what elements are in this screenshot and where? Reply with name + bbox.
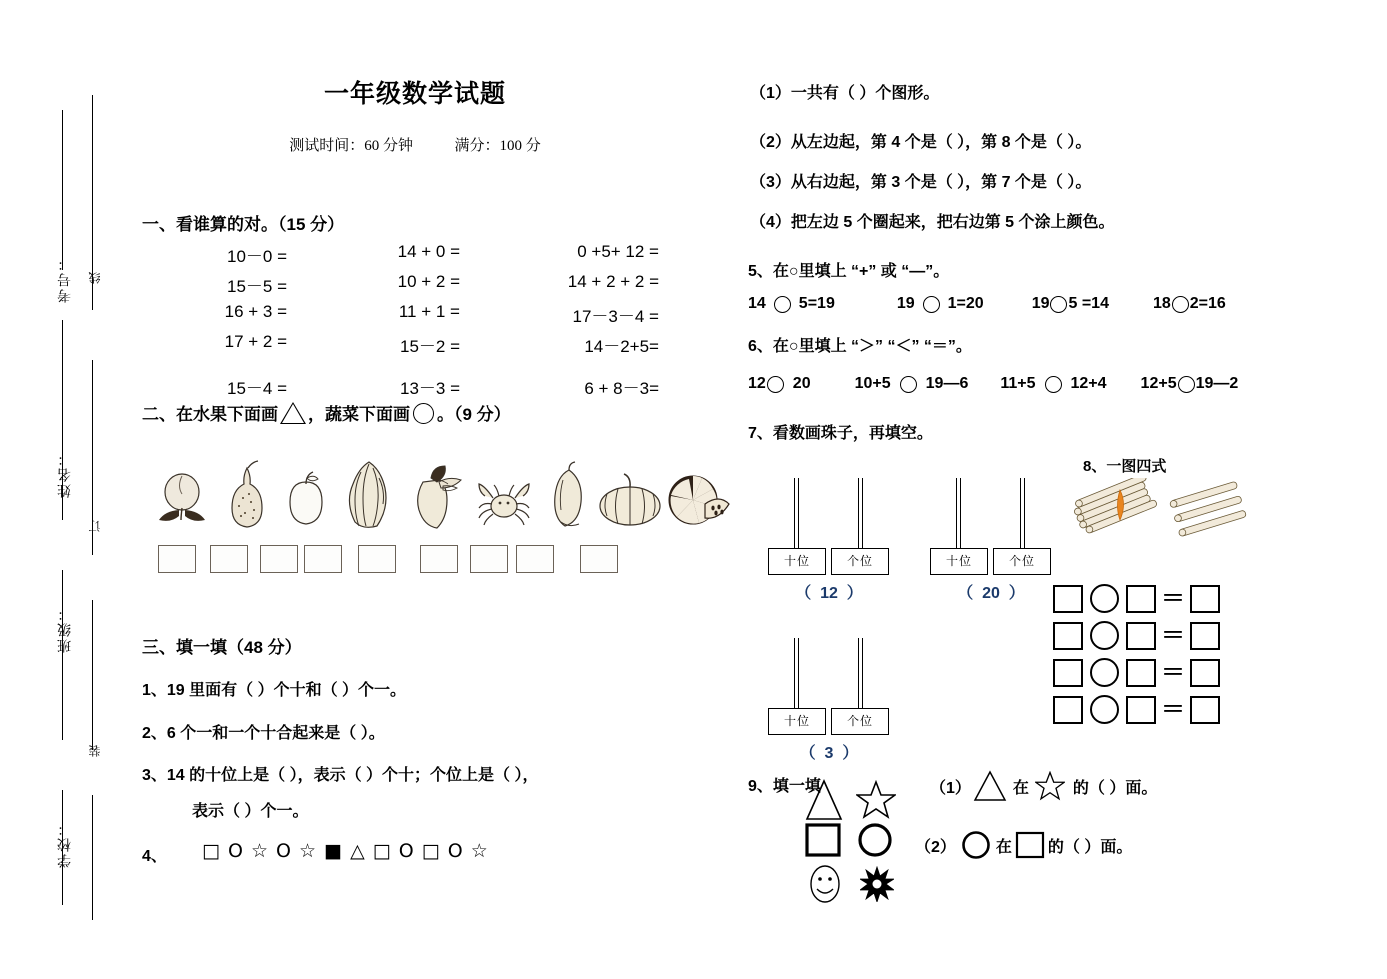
answer-box[interactable] bbox=[516, 545, 554, 573]
result-box[interactable] bbox=[1190, 585, 1220, 613]
triangle-icon bbox=[280, 402, 306, 424]
question-9-shape-grid bbox=[798, 778, 928, 903]
field-class: 班级： bbox=[56, 605, 72, 653]
arith-row bbox=[150, 302, 670, 332]
bok-choy-icon bbox=[339, 458, 395, 530]
question-6-heading: 6、在○里填上 “＞” “＜” “＝”。 bbox=[748, 338, 972, 355]
arith-cell: 14－2+5= bbox=[584, 337, 659, 356]
pumpkin-icon bbox=[597, 472, 663, 528]
question-5-heading: 5、在○里填上 “+” 或 “—”。 bbox=[748, 263, 950, 280]
sub-2-mid: 在 bbox=[995, 838, 1012, 856]
abacus-base-ones: 个位 bbox=[993, 548, 1051, 575]
arith-cell: 17－3－4 = bbox=[572, 307, 659, 326]
operator-circle[interactable] bbox=[1090, 621, 1119, 650]
margin-rule-inner-3 bbox=[92, 600, 93, 750]
eq-right: 5 =14 bbox=[1068, 295, 1109, 312]
equals-sign: ＝ bbox=[1161, 658, 1185, 686]
abacus-answer: （ 20 ） bbox=[957, 585, 1025, 602]
abacus-base-tens: 十位 bbox=[930, 548, 988, 575]
arith-cell: 6 + 8－3= bbox=[584, 379, 659, 398]
answer-box[interactable] bbox=[420, 545, 458, 573]
abacus-base-ones: 个位 bbox=[831, 548, 889, 575]
binding-margin bbox=[0, 0, 120, 979]
eq-right: 19—2 bbox=[1195, 375, 1239, 392]
right-column bbox=[740, 0, 1387, 979]
arith-cell: 10－0 = bbox=[226, 247, 287, 266]
field-school: 学校： bbox=[56, 820, 72, 868]
sunburst-icon bbox=[860, 866, 894, 902]
arith-cell: 14 + 0 = bbox=[397, 242, 460, 261]
sub-1-prefix: （1） bbox=[930, 779, 971, 797]
abacus-rod-tens bbox=[794, 478, 799, 550]
question-9-sub-2 bbox=[915, 830, 1132, 860]
eq-right: 19—6 bbox=[925, 375, 969, 392]
question-1: 1、19 里面有（ ）个十和（ ）个一。 bbox=[142, 682, 407, 699]
square-icon bbox=[1014, 830, 1046, 860]
eq-left: 19 bbox=[1031, 295, 1050, 312]
equation-row[interactable] bbox=[1053, 580, 1220, 617]
arith-cell: 15－4 = bbox=[226, 379, 287, 398]
operand-box[interactable] bbox=[1126, 696, 1156, 724]
abacus-3[interactable] bbox=[768, 638, 890, 762]
triangle-icon bbox=[973, 770, 1007, 802]
arith-cell: 15－5 = bbox=[226, 277, 287, 296]
abacus-1[interactable] bbox=[768, 478, 890, 602]
abacus-answer: （ 12 ） bbox=[795, 585, 863, 602]
sub-1-suffix: 的（ ）面。 bbox=[1072, 779, 1158, 797]
arith-cell: 13－3 = bbox=[399, 379, 460, 398]
four-equations-grid bbox=[1053, 580, 1220, 728]
answer-box[interactable] bbox=[158, 545, 196, 573]
equals-sign: ＝ bbox=[1161, 621, 1185, 649]
answer-circle[interactable] bbox=[767, 376, 784, 393]
operand-box[interactable] bbox=[1126, 622, 1156, 650]
result-box[interactable] bbox=[1190, 659, 1220, 687]
operator-circle[interactable] bbox=[1090, 584, 1119, 613]
answer-box-row bbox=[158, 545, 658, 577]
answer-circle[interactable] bbox=[1178, 376, 1195, 393]
test-duration: 测试时间：60 分钟 bbox=[289, 138, 413, 154]
question-4-label: 4、 bbox=[142, 848, 167, 865]
question-2: 2、6 个一和一个十合起来是（ ）。 bbox=[142, 725, 385, 742]
field-student-name: 姓名： bbox=[56, 450, 72, 498]
question-6-equations bbox=[748, 375, 1238, 393]
page-title: 一年级数学试题 bbox=[323, 80, 506, 108]
arith-row bbox=[150, 272, 670, 302]
question-7-heading: 7、看数画珠子，再填空。 bbox=[748, 425, 933, 442]
seal-mark-seal: 装 bbox=[88, 745, 102, 757]
equation-row[interactable] bbox=[1053, 691, 1220, 728]
abacus-rod-tens bbox=[956, 478, 961, 550]
equation-row[interactable] bbox=[1053, 617, 1220, 654]
sub-2-prefix: （2） bbox=[915, 838, 956, 856]
section-3-heading: 三、填一填（48 分） bbox=[142, 638, 302, 657]
circle-icon bbox=[413, 403, 434, 424]
abacus-base-tens: 十位 bbox=[768, 708, 826, 735]
eq-left: 12+5 bbox=[1140, 375, 1177, 392]
section-2-heading-part-b: ，蔬菜下面画 bbox=[308, 405, 410, 424]
eq-right: 5=19 bbox=[798, 295, 835, 312]
pear-icon bbox=[223, 458, 271, 530]
watermelon-icon bbox=[667, 470, 731, 528]
apple-icon bbox=[281, 470, 331, 526]
field-exam-number: 考号： bbox=[56, 255, 72, 303]
arith-cell: 11 + 1 = bbox=[398, 302, 460, 321]
seal-mark-line: 线 bbox=[88, 272, 102, 284]
pepper-icon bbox=[547, 460, 591, 530]
equation-row[interactable] bbox=[1053, 654, 1220, 691]
operand-box[interactable] bbox=[1126, 659, 1156, 687]
arith-cell: 15－2 = bbox=[399, 337, 460, 356]
abacus-base-tens: 十位 bbox=[768, 548, 826, 575]
question-4-sub-3: （3）从右边起，第 3 个是（ ），第 7 个是（ ）。 bbox=[750, 174, 1092, 191]
eq-left: 18 bbox=[1152, 295, 1171, 312]
eq-left: 14 bbox=[748, 295, 766, 312]
question-8-heading: 8、一图四式 bbox=[1083, 458, 1167, 475]
section-2-heading-part-a: 二、在水果下面画 bbox=[142, 405, 278, 424]
arithmetic-grid bbox=[150, 242, 670, 404]
equals-sign: ＝ bbox=[1161, 695, 1185, 723]
question-4-sub-4: （4）把左边 5 个圈起来，把右边第 5 个涂上颜色。 bbox=[750, 214, 1115, 231]
abacus-rod-ones bbox=[858, 478, 863, 550]
answer-circle[interactable] bbox=[1172, 296, 1189, 313]
arith-cell: 16 + 3 = bbox=[224, 302, 287, 321]
margin-rule-outer-3 bbox=[62, 570, 63, 740]
smiley-face-icon bbox=[808, 864, 842, 904]
circle-icon bbox=[856, 822, 894, 858]
operator-circle[interactable] bbox=[1090, 695, 1119, 724]
answer-box[interactable] bbox=[210, 545, 248, 573]
answer-circle[interactable] bbox=[923, 296, 940, 313]
seal-mark-bind: 订 bbox=[88, 520, 102, 532]
operand-box[interactable] bbox=[1126, 585, 1156, 613]
arith-cell: 14 + 2 + 2 = bbox=[567, 272, 659, 291]
answer-box[interactable] bbox=[580, 545, 618, 573]
section-1-heading: 一、看谁算的对。（15 分） bbox=[142, 215, 345, 234]
operand-box[interactable] bbox=[1053, 585, 1083, 613]
arith-row bbox=[150, 332, 670, 362]
eq-left: 12 bbox=[748, 375, 766, 392]
operand-box[interactable] bbox=[1053, 622, 1083, 650]
answer-box[interactable] bbox=[358, 545, 396, 573]
abacus-rod-ones bbox=[1020, 478, 1025, 550]
answer-box[interactable] bbox=[304, 545, 342, 573]
sub-2-suffix: 的（ ）面。 bbox=[1047, 838, 1133, 856]
abacus-rod-tens bbox=[794, 638, 799, 710]
peach-icon bbox=[155, 468, 211, 530]
eq-left: 10+5 bbox=[854, 375, 891, 392]
radish-icon bbox=[403, 464, 469, 530]
question-9-heading: 9、填一填 bbox=[748, 778, 821, 795]
star-icon bbox=[856, 780, 896, 820]
question-5-equations bbox=[748, 295, 1226, 313]
margin-rule-outer bbox=[62, 110, 63, 270]
eq-right: 20 bbox=[792, 375, 811, 392]
exam-meta bbox=[120, 134, 710, 155]
result-box[interactable] bbox=[1190, 696, 1220, 724]
answer-circle[interactable] bbox=[1050, 296, 1067, 313]
counting-sticks-picture bbox=[1070, 478, 1255, 543]
arith-cell: 17 + 2 = bbox=[224, 332, 287, 351]
answer-circle[interactable] bbox=[900, 376, 917, 393]
arith-cell: 0 +5+ 12 = bbox=[577, 242, 659, 261]
left-column bbox=[120, 0, 735, 979]
question-4-shape-sequence: □ O ☆ O ☆ ■ △ □ O □ O ☆ bbox=[202, 840, 489, 862]
question-3-line-2: 表示（ ）个一。 bbox=[192, 803, 309, 820]
crab-icon bbox=[473, 468, 535, 528]
margin-rule-inner-4 bbox=[92, 795, 93, 920]
eq-right: 12+4 bbox=[1070, 375, 1107, 392]
section-2-heading bbox=[142, 400, 511, 425]
abacus-answer: （ 3 ） bbox=[799, 745, 859, 762]
operator-circle[interactable] bbox=[1090, 658, 1119, 687]
question-4-sub-2: （2）从左边起，第 4 个是（ ），第 8 个是（ ）。 bbox=[750, 134, 1092, 151]
square-icon bbox=[804, 822, 842, 858]
question-4-sub-1: （1）一共有（ ）个图形。 bbox=[750, 85, 940, 102]
result-box[interactable] bbox=[1190, 622, 1220, 650]
operand-box[interactable] bbox=[1053, 659, 1083, 687]
eq-right: 2=16 bbox=[1189, 295, 1226, 312]
operand-box[interactable] bbox=[1053, 696, 1083, 724]
exam-page bbox=[120, 0, 1387, 979]
eq-left: 11+5 bbox=[1000, 375, 1036, 392]
abacus-2[interactable] bbox=[930, 478, 1052, 602]
abacus-rod-ones bbox=[858, 638, 863, 710]
equals-sign: ＝ bbox=[1161, 584, 1185, 612]
answer-circle[interactable] bbox=[774, 296, 791, 313]
question-3-line-1: 3、14 的十位上是（ ），表示（ ）个十；个位上是（ ）， bbox=[142, 767, 539, 784]
section-2-heading-part-c: 。（9 分） bbox=[437, 405, 511, 424]
eq-right: 1=20 bbox=[947, 295, 984, 312]
circle-icon bbox=[960, 830, 992, 860]
answer-box[interactable] bbox=[470, 545, 508, 573]
produce-illustrations bbox=[155, 455, 665, 530]
arith-cell: 10 + 2 = bbox=[397, 272, 460, 291]
arith-row bbox=[150, 242, 670, 272]
eq-left: 19 bbox=[896, 295, 915, 312]
question-9-sub-1 bbox=[930, 770, 1157, 802]
abacus-base-ones: 个位 bbox=[831, 708, 889, 735]
triangle-icon bbox=[804, 778, 844, 822]
star-icon bbox=[1035, 771, 1065, 801]
answer-circle[interactable] bbox=[1045, 376, 1062, 393]
answer-box[interactable] bbox=[260, 545, 298, 573]
total-score: 满分：100 分 bbox=[454, 138, 541, 154]
sub-1-mid: 在 bbox=[1012, 779, 1029, 797]
